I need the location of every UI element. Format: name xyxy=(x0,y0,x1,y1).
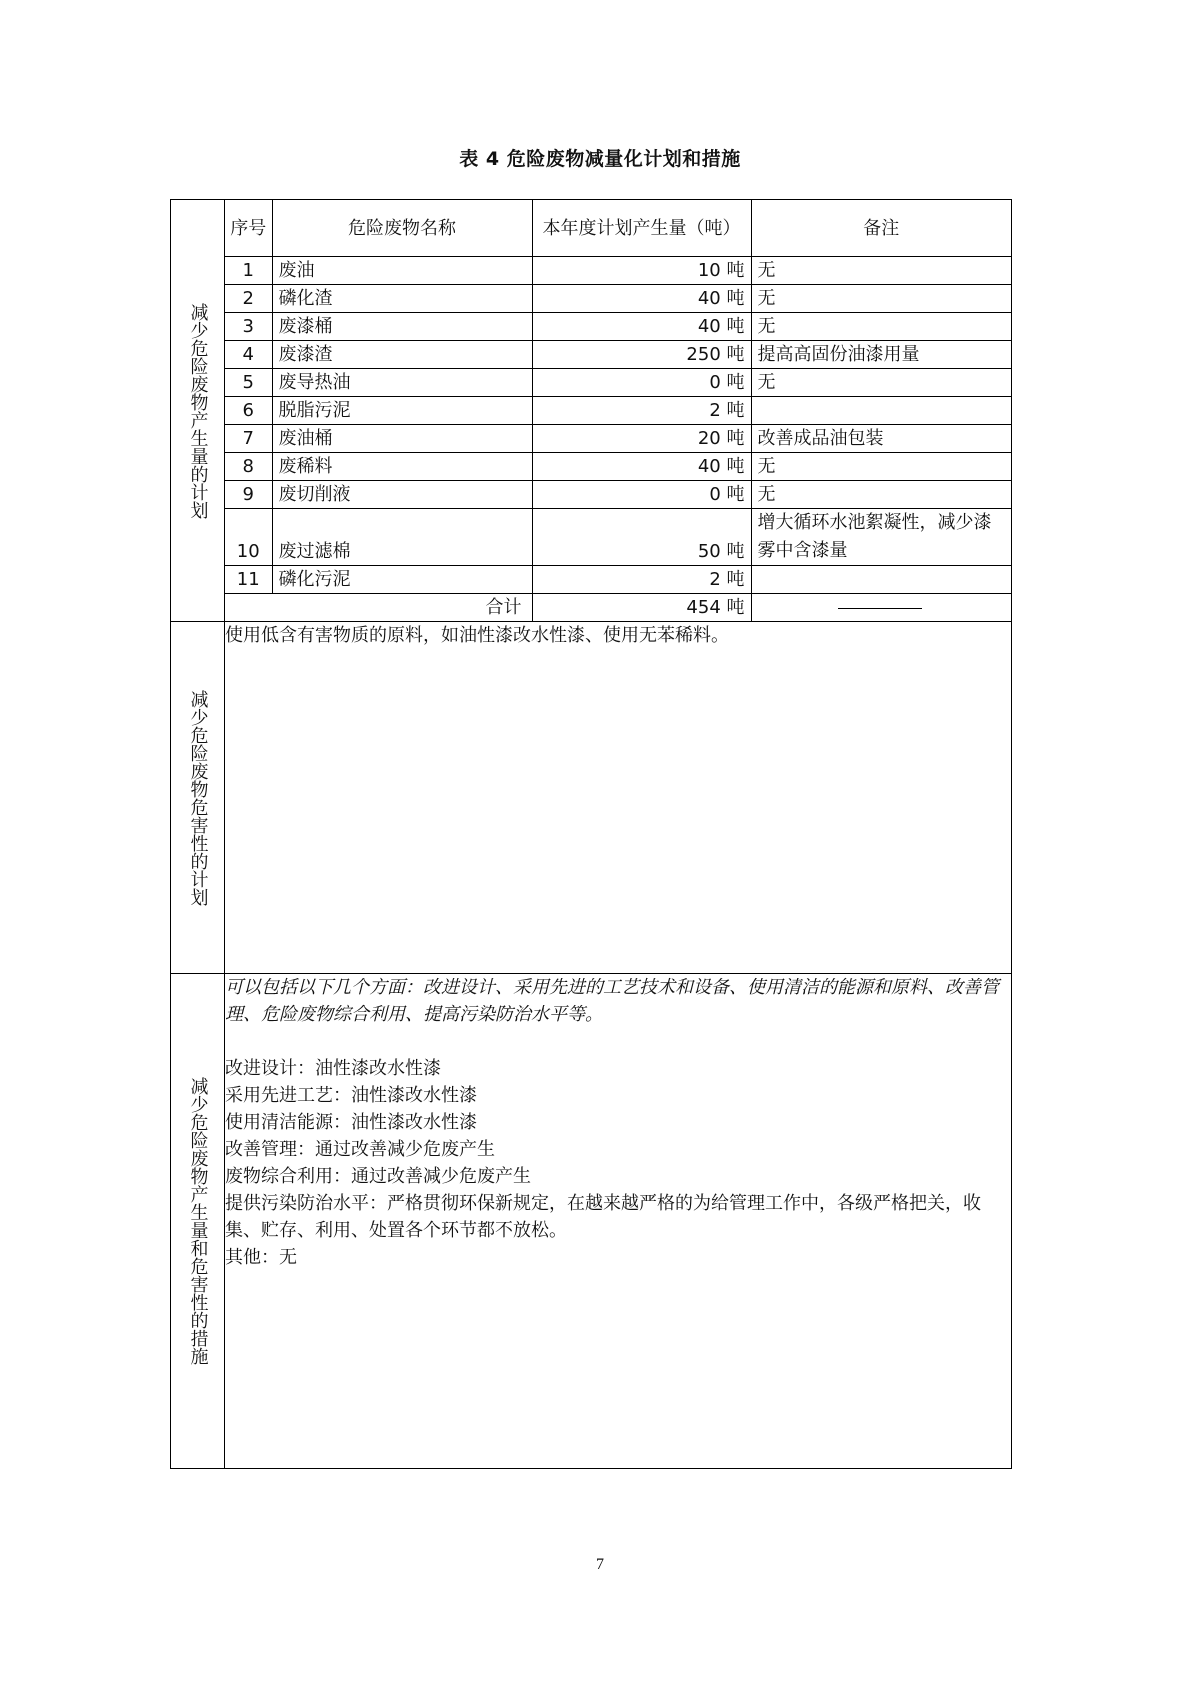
total-amount: 454 吨 xyxy=(532,594,751,622)
waste-list-table xyxy=(225,200,1011,621)
row-note xyxy=(751,566,1011,594)
table-row xyxy=(225,369,1011,397)
row-note: 无 xyxy=(751,257,1011,285)
header-note: 备注 xyxy=(751,200,1011,257)
table-row xyxy=(225,566,1011,594)
measures-guide: 可以包括以下几个方面：改进设计、采用先进的工艺技术和设备、使用清洁的能源和原料、改善管理、危险废物综合利用、提高污染防治水平等。 xyxy=(225,977,999,1025)
row-no: 4 xyxy=(225,341,272,369)
table-row xyxy=(225,397,1011,425)
page-number: 7 xyxy=(596,1556,604,1573)
table-row xyxy=(225,509,1011,566)
row-amount: 40 吨 xyxy=(532,285,751,313)
row-amount: 50 吨 xyxy=(532,509,751,566)
row-note: 增大循环水池絮凝性，减少漆雾中含漆量 xyxy=(751,509,1011,566)
row-no: 10 xyxy=(225,509,272,566)
row-no: 11 xyxy=(225,566,272,594)
row-note: 无 xyxy=(751,285,1011,313)
measure-line: 废物综合利用：通过改善减少危废产生 xyxy=(225,1166,531,1187)
measure-line: 使用清洁能源：油性漆改水性漆 xyxy=(225,1112,477,1133)
row-note: 改善成品油包装 xyxy=(751,425,1011,453)
row-name: 废油桶 xyxy=(272,425,532,453)
section-hazard-plan xyxy=(171,622,1012,974)
row-amount: 0 吨 xyxy=(532,481,751,509)
row-name: 脱脂污泥 xyxy=(272,397,532,425)
row-amount: 20 吨 xyxy=(532,425,751,453)
measure-line: 改善管理：通过改善减少危废产生 xyxy=(225,1139,495,1160)
total-note xyxy=(751,594,1011,622)
row-amount: 2 吨 xyxy=(532,397,751,425)
row-name: 废漆桶 xyxy=(272,313,532,341)
waste-reduction-table xyxy=(170,199,1012,1469)
row-name: 废漆渣 xyxy=(272,341,532,369)
row-name: 废过滤棉 xyxy=(272,509,532,566)
section-production-plan xyxy=(171,200,1012,622)
row-note xyxy=(751,397,1011,425)
row-no: 3 xyxy=(225,313,272,341)
total-row xyxy=(225,594,1011,622)
row-no: 8 xyxy=(225,453,272,481)
section-label-measures: 减少危险废物产生量和危害性的措施 xyxy=(171,974,225,1469)
table-row xyxy=(225,313,1011,341)
row-amount: 10 吨 xyxy=(532,257,751,285)
row-no: 2 xyxy=(225,285,272,313)
row-no: 7 xyxy=(225,425,272,453)
table-title: 表 4 危险废物减量化计划和措施 xyxy=(459,148,741,170)
measure-line: 改进设计：油性漆改水性漆 xyxy=(225,1058,441,1079)
row-name: 废油 xyxy=(272,257,532,285)
row-note: 无 xyxy=(751,481,1011,509)
row-amount: 40 吨 xyxy=(532,453,751,481)
section-measures xyxy=(171,974,1012,1469)
measure-line: 提供污染防治水平：严格贯彻环保新规定，在越来越严格的为给管理工作中，各级严格把关，收集、贮存、利用、处置各个环节都不放松。 xyxy=(225,1193,981,1241)
table-row xyxy=(225,481,1011,509)
section-label-production-plan: 减少危险废物产生量的计划 xyxy=(171,200,225,622)
row-name: 废导热油 xyxy=(272,369,532,397)
dash-line xyxy=(838,608,922,609)
waste-list-cell xyxy=(225,200,1012,622)
row-amount: 250 吨 xyxy=(532,341,751,369)
row-no: 6 xyxy=(225,397,272,425)
row-no: 1 xyxy=(225,257,272,285)
table-row xyxy=(225,285,1011,313)
row-no: 9 xyxy=(225,481,272,509)
row-name: 磷化污泥 xyxy=(272,566,532,594)
total-label: 合计 xyxy=(225,594,532,622)
hazard-plan-text: 使用低含有害物质的原料，如油性漆改水性漆、使用无苯稀料。 xyxy=(225,622,1012,974)
section-label-hazard-plan: 减少危险废物危害性的计划 xyxy=(171,622,225,974)
table-row xyxy=(225,341,1011,369)
row-note: 无 xyxy=(751,313,1011,341)
header-no: 序号 xyxy=(225,200,272,257)
row-note: 无 xyxy=(751,369,1011,397)
row-amount: 2 吨 xyxy=(532,566,751,594)
table-row xyxy=(225,425,1011,453)
row-amount: 40 吨 xyxy=(532,313,751,341)
row-amount: 0 吨 xyxy=(532,369,751,397)
header-amount: 本年度计划产生量（吨） xyxy=(532,200,751,257)
row-name: 废稀料 xyxy=(272,453,532,481)
row-name: 磷化渣 xyxy=(272,285,532,313)
table-row xyxy=(225,453,1011,481)
header-name: 危险废物名称 xyxy=(272,200,532,257)
measures-cell xyxy=(225,974,1012,1469)
row-note: 提高高固份油漆用量 xyxy=(751,341,1011,369)
row-note: 无 xyxy=(751,453,1011,481)
table-row xyxy=(225,257,1011,285)
waste-list-header xyxy=(225,200,1011,257)
measure-line: 采用先进工艺：油性漆改水性漆 xyxy=(225,1085,477,1106)
row-name: 废切削液 xyxy=(272,481,532,509)
row-no: 5 xyxy=(225,369,272,397)
measure-line: 其他：无 xyxy=(225,1247,297,1268)
